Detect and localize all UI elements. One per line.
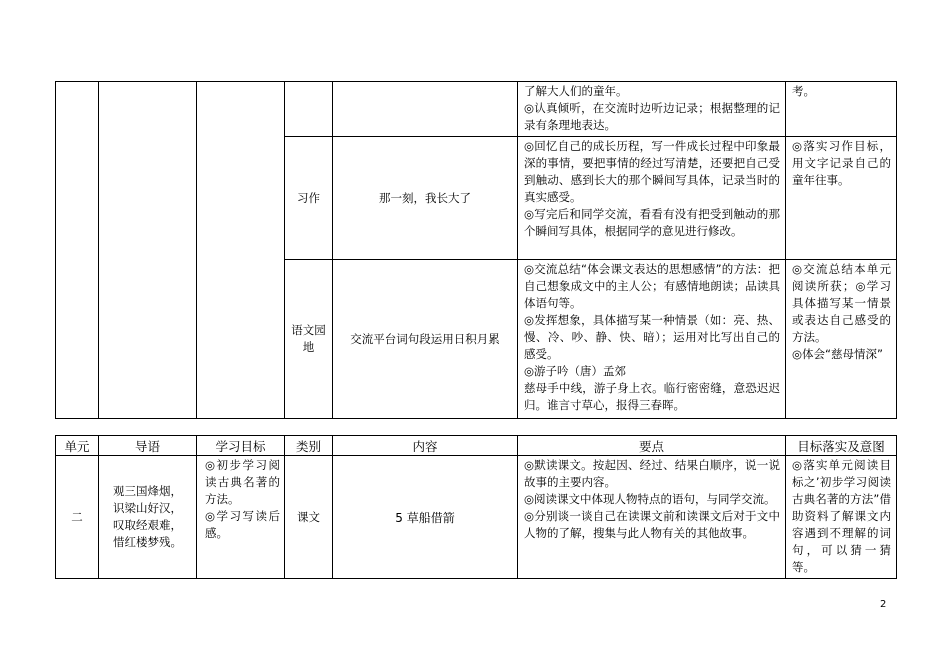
point-text: ◎分别谈一谈自己在读课文前和读课文后对于文中人物的了解，搜集与此人物有关的其他故事。 bbox=[524, 509, 780, 540]
points-cell bbox=[518, 82, 786, 137]
poem-text: 慈母手中线，游子身上衣。临行密密缝，意恐迟迟归。谁言寸草心，报得三春晖。 bbox=[524, 381, 780, 412]
header-intro: 导语 bbox=[99, 436, 197, 456]
intro-line: 叹取经艰难， bbox=[113, 518, 182, 532]
content-cell: 交流平台词句段运用日积月累 bbox=[333, 260, 518, 419]
unit-cell: 二 bbox=[56, 456, 99, 579]
objective-cell bbox=[197, 82, 285, 419]
goal-text: 考。 bbox=[792, 84, 815, 98]
category-cell: 习作 bbox=[285, 137, 333, 260]
points-cell bbox=[518, 137, 786, 260]
point-text: ◎写完后和同学交流，看看有没有把受到触动的那个瞬间写具体，根据同学的意见进行修改。 bbox=[524, 207, 780, 238]
goal-cell bbox=[786, 260, 897, 419]
header-points: 要点 bbox=[518, 436, 786, 456]
objective-text: ◎学习写读后感。 bbox=[205, 509, 280, 540]
point-text: ◎阅读课文中体现人物特点的语句，与同学交流。 bbox=[524, 492, 776, 506]
category-cell: 课文 bbox=[285, 456, 333, 579]
header-content: 内容 bbox=[333, 436, 518, 456]
content-cell: 5 草船借箭 bbox=[333, 456, 518, 579]
header-row bbox=[56, 436, 897, 456]
header-goal: 目标落实及意图 bbox=[786, 436, 897, 456]
header-category: 类别 bbox=[285, 436, 333, 456]
intro-line: 惜红楼梦残。 bbox=[113, 535, 182, 549]
unit-cell bbox=[56, 82, 99, 419]
goal-text: ◎落实习作目标，用文字记录自己的童年往事。 bbox=[792, 139, 891, 187]
point-text: ◎默读课文。按起因、经过、结果白顺序，说一说故事的主要内容。 bbox=[524, 458, 780, 489]
goal-cell bbox=[786, 82, 897, 137]
goal-text: ◎交流总结本单元阅读所获；◎学习具体描写某一情景或表达自己感受的方法。 bbox=[792, 262, 891, 344]
points-cell bbox=[518, 260, 786, 419]
point-text: 了解大人们的童年。 bbox=[524, 84, 628, 98]
category-cell bbox=[285, 82, 333, 137]
table-row bbox=[56, 456, 897, 579]
point-text: ◎发挥想象，具体描写某一种情景（如：亮、热、慢、冷、吵、静、快、暗）；运用对比写出自己的感受。 bbox=[524, 313, 780, 361]
points-cell bbox=[518, 456, 786, 579]
table-row bbox=[56, 82, 897, 137]
page-number: 2 bbox=[880, 599, 887, 610]
intro-cell bbox=[99, 456, 197, 579]
point-text: ◎认真倾听，在交流时边听边记录；根据整理的记录有条理地表达。 bbox=[524, 101, 780, 132]
content-cell bbox=[333, 82, 518, 137]
category-cell: 语文园地 bbox=[285, 260, 333, 419]
header-objectives: 学习目标 bbox=[197, 436, 285, 456]
intro-line: 观三国烽烟， bbox=[113, 484, 182, 498]
poem-title: ◎游子吟（唐）孟郊 bbox=[524, 364, 627, 378]
content-cell: 那一刻，我长大了 bbox=[333, 137, 518, 260]
point-text: ◎交流总结“体会课文表达的思想感情”的方法：把自己想象成文中的主人公；有感情地朗读；品读具体语句等。 bbox=[524, 262, 780, 310]
goal-cell bbox=[786, 137, 897, 260]
point-text: ◎回忆自己的成长历程，写一件成长过程中印象最深的事情，要把事情的经过写清楚，还要把自己受到触动、感到长大的那个瞬间写具体，记录当时的真实感受。 bbox=[524, 139, 780, 204]
intro-line: 识梁山好汉， bbox=[113, 501, 182, 515]
objective-cell bbox=[197, 456, 285, 579]
lower-table bbox=[55, 435, 897, 579]
goal-cell: ◎落实单元阅读目标之’初步学习阅读古典名著的方法”借助资料了解课文内容遇到不理解的词句，可以猜一猜等。 bbox=[786, 456, 897, 579]
header-unit: 单元 bbox=[56, 436, 99, 456]
intro-cell bbox=[99, 82, 197, 419]
goal-text: ◎体会“慈母情深” bbox=[792, 347, 883, 361]
objective-text: ◎初步学习阅读古典名著的方法。 bbox=[205, 458, 280, 506]
upper-table bbox=[55, 81, 897, 419]
